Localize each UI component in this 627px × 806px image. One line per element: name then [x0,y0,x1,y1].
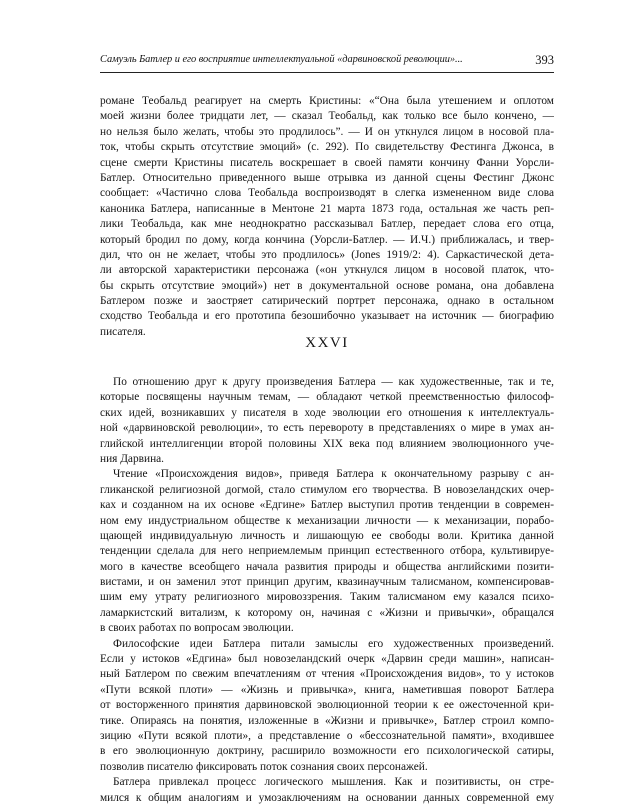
text-line: Чтение «Происхождения видов», приведя Батлера к окончательному разрыву с ан- [113,468,554,481]
text-line: вистами, и он заменил этот принцип другим, квазинаучным талисманом, компенсировав- [100,576,554,589]
page-header [100,52,554,73]
text-line: Батлера привлекал процесс логического мышления. Как и позитивисты, он стре- [113,776,554,789]
text-line: зицию «Пути всякой плоти», а представление о «бессознательной памяти», входившее [100,729,554,742]
text-line: Философские идеи Батлера питали замыслы его художественных произведений. [113,637,554,650]
text-line: тенденции сделала для него неприемлемым принцип естественного отбора, культивируе- [100,545,554,558]
text-line: шим ему утрату религиозного мировоззрения. Таким талисманом ему казался психо- [100,591,554,604]
text-line: ный Батлером по свежим впечатлениям от чтения «Происхождения видов», то у истоков [100,668,554,681]
text-line: По отношению друг к другу произведения Батлера — как художественные, так и те, [113,376,554,388]
text-line: ном ему индустриальном обществе к механизации личности — к механизации, порабо- [100,514,554,527]
text-line: писателя. [100,325,146,338]
text-line: «Пути всякой плоти» — «Жизнь и привычка», книга, наметившая поворот Батлера [100,683,554,696]
page-number: 393 [535,53,554,67]
text-line: ли авторской характеристики персонажа («он уткнулся лицом в носовой платок, что- [100,264,554,277]
paragraph [100,467,554,636]
body-text-top [100,94,554,340]
text-line: мого в качестве всеобщего начала развития природы и общества английскими позити- [100,560,554,573]
text-line: щающей индивидуальную личность и лишающую ее свободы воли. Критика данной [100,529,554,542]
text-line: лики Теобальда, как мне неоднократно рассказывал Батлер, передает слова его отца, [100,218,554,231]
text-line: ния Дарвина. [100,452,165,465]
text-line: мился к общим аналогиям и умозаключениям на основании данных современной ему [100,791,554,804]
text-line: сообщает: «Частично слова Теобальда воспроизводят в слегка измененном виде слова [100,187,554,200]
text-line: ских идей, возникавших у писателя в ходе эволюции его отношения к интеллектуаль- [100,406,554,419]
text-line: Батлером позже и заостряет сатирический портрет персонажа, однако в остальном [100,295,554,308]
text-line: позволив писателю фиксировать поток сознания своих персонажей. [100,760,428,773]
text-line: Батлер. Относительно приведенного выше отрывка из данной сцены Фестинг Джонс [100,171,554,184]
text-line: ламаркистский витализм, к которому он, начиная с «Жизни и привычки», обращался [100,606,554,619]
text-line: моей жизни более тридцати лет, — сказал Теобальд, как только все было кончено, — [100,110,554,123]
section-number: XXVI [305,335,349,351]
text-line: тике. Опираясь на понятия, изложенные в «Жизни и привычке», Батлер строил компо- [100,714,554,727]
text-line: которые посвящены научным темам, — обладают четкой преемственностью философ- [100,391,554,404]
text-line: Если у истоков «Едгина» был новозеландский очерк «Дарвин среди машин», написан- [100,653,554,666]
text-line: глийской интеллигенции второй половины XIX века под влиянием эволюционного уче- [100,437,554,450]
text-line: но нельзя было желать, чтобы это продлилось”. — И он уткнулся лицом в носовой пла- [100,125,554,138]
text-line: бы скрыть отсутствие эмоций») нет в документальной основе романа, она добавлена [100,279,554,292]
text-line: гликанской религиозной догмой, стало стимулом его творчества. В новозеландских очер- [100,483,554,496]
text-line: романе Теобальд реагирует на смерть Кристины: «“Она была утешением и оплотом [100,95,554,107]
paragraph [100,637,554,776]
text-line: в его эволюционную доктрину, расширило возможности его психологической сатиры, [100,745,554,758]
text-line: от восторженного принятия дарвиновской эволюционной теории к ее ожесточенной кри- [100,699,554,712]
body-text-bottom [100,375,554,806]
paragraph [100,94,554,340]
text-line: сцене смерти Кристины писатель воскрешает в своей памяти кончину Фанни Уорсли- [100,156,554,169]
text-line: в своих работах по вопросам эволюции. [100,622,294,635]
text-line: ток, чтобы скрыть отсутствие эмоций» (с. 292). По свидетельству Фестинга Джонса, в [100,141,554,154]
running-head: Самуэль Батлер и его восприятие интеллектуальной «дарвиновской революции»... [100,54,463,65]
text-line: ной «дарвиновской революции», то есть перевороту в представлениях о мире в умах ан- [100,422,554,435]
paragraph [100,775,554,806]
text-line: сходство Теобальда и его прототипа безошибочно указывает на источник — биографию [100,310,554,323]
text-line: дил, что он не желает, чтобы это продлилось» (Jones 1919/2: 4). Саркастической дета- [100,248,554,261]
paragraph [100,375,554,467]
text-line: ках и созданном на их основе «Едгине» Батлер выступил против тенденции в современ- [100,499,554,512]
text-line: который бродил по дому, когда кончина (Уорсли-Батлер. — И.Ч.) приближалась, и твер- [100,233,554,246]
text-line: каноника Батлера, написанные в Ментоне 21 марта 1873 года, остальная же часть реп- [100,202,554,215]
